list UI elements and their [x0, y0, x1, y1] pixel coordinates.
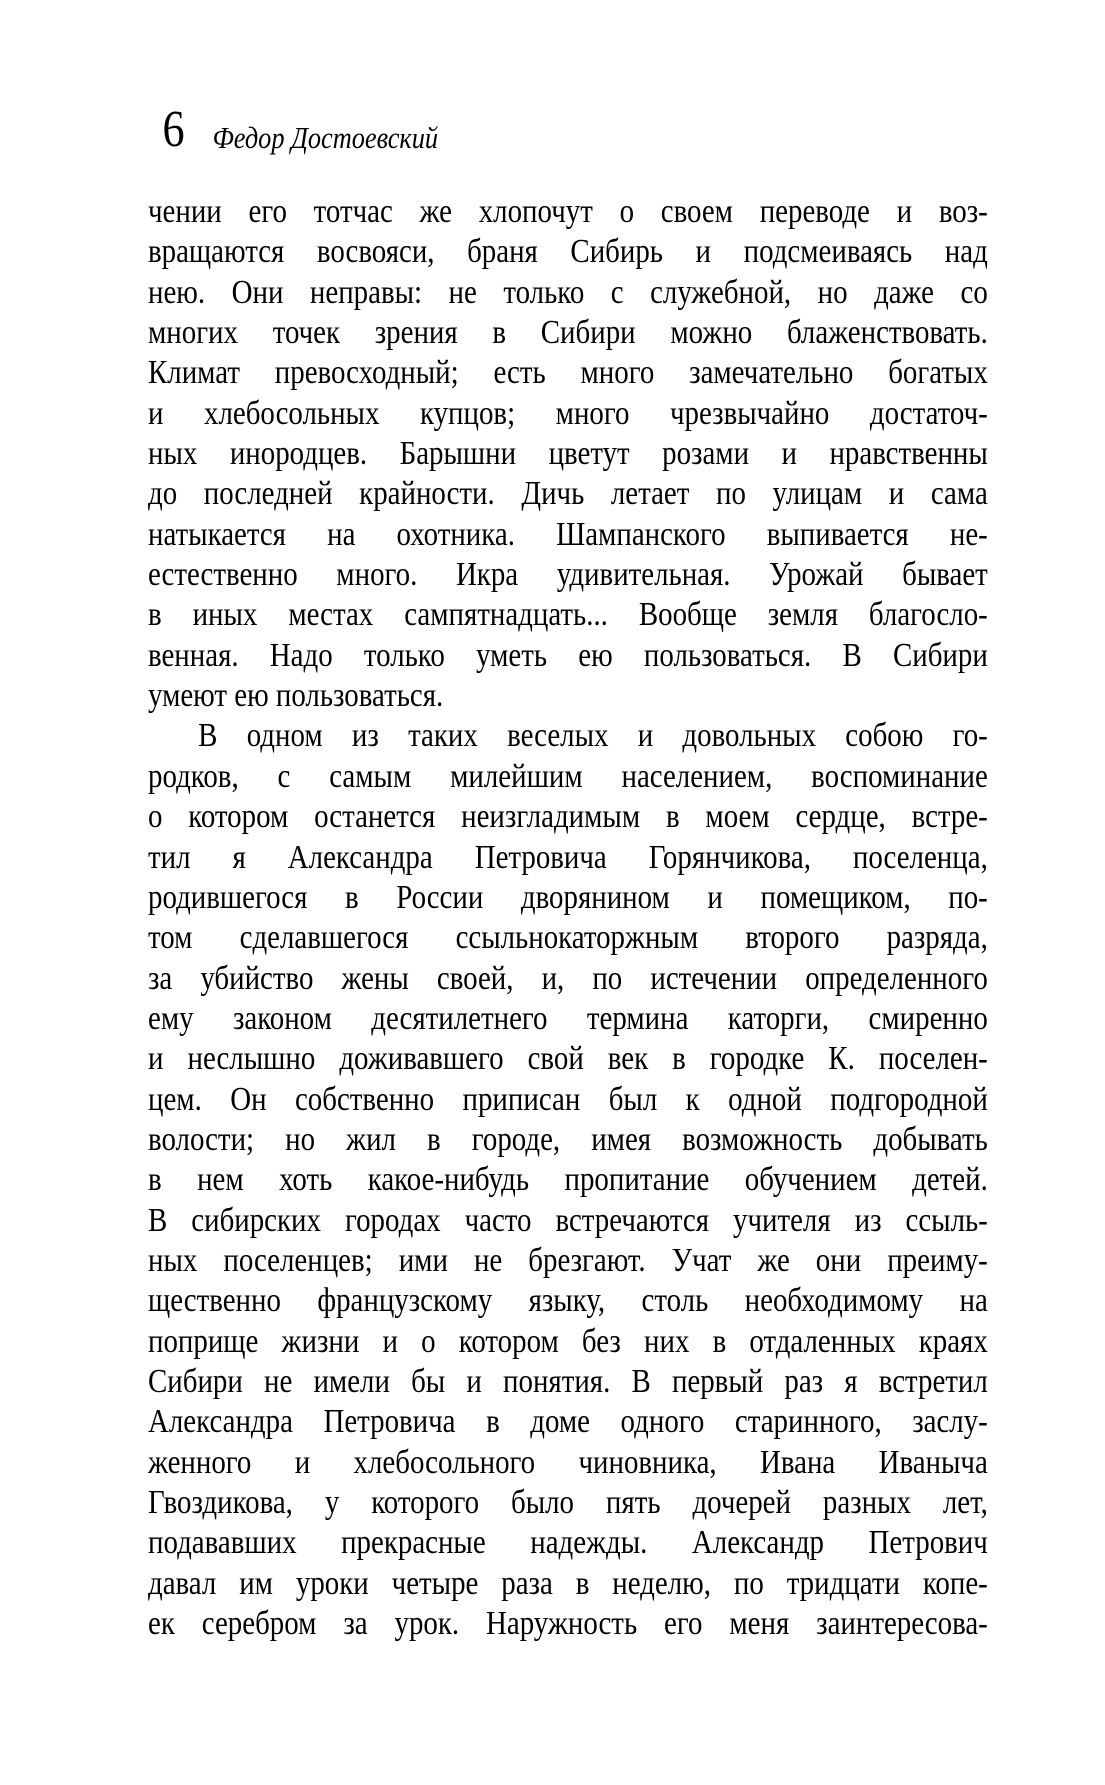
text-line: родков, с самым милейшим населением, воспоминание [148, 757, 988, 795]
text-line: В сибирских городах часто встречаются учителя из ссыль- [148, 1201, 988, 1239]
running-head-author: Федор Достоевский [212, 120, 439, 155]
text-line: ему законом десятилетнего термина каторги, смиренно [148, 999, 988, 1037]
text-line: нею. Они неправы: не только с служебной, но даже со [148, 273, 988, 311]
text-line: ных поселенцев; ими не брезгают. Учат же они преиму- [148, 1241, 988, 1279]
text-line: в иных местах сампятнадцать... Вообще земля благосло- [148, 596, 988, 634]
text-line: Сибири не имели бы и понятия. В первый раз я встретил [148, 1362, 988, 1400]
text-line: натыкается на охотника. Шампанского выпивается не- [148, 515, 988, 553]
text-line: за убийство жены своей, и, по истечении определенного [148, 959, 988, 997]
text-line: Климат превосходный; есть много замечательно богатых [148, 354, 988, 392]
text-line: родившегося в России дворянином и помещиком, по- [148, 878, 988, 916]
text-line: в нем хоть какое-нибудь пропитание обучением детей. [148, 1161, 988, 1199]
text-line: и хлебосольных купцов; много чрезвычайно достаточ- [148, 394, 988, 432]
text-line: ек серебром за урок. Наружность его меня заинтересова- [148, 1605, 988, 1643]
text-line: вращаются восвояси, браня Сибирь и подсмеиваясь над [148, 233, 988, 271]
text-line: естественно много. Икра удивительная. Урожай бывает [148, 556, 988, 594]
text-line: щественно французскому языку, столь необходимому на [148, 1282, 988, 1320]
text-line: тил я Александра Петровича Горянчикова, поселенца, [148, 838, 988, 876]
text-line: о котором останется неизгладимым в моем сердце, встре- [148, 798, 988, 836]
text-line: давал им уроки четыре раза в неделю, по тридцати копе- [148, 1564, 988, 1602]
text-line: умеют ею пользоваться. [148, 677, 444, 715]
text-line: том сделавшегося ссыльнокаторжным второго разряда, [148, 919, 988, 957]
text-line: Александра Петровича в доме одного старинного, заслу- [148, 1403, 988, 1441]
text-line: Гвоздикова, у которого было пять дочерей разных лет, [148, 1484, 988, 1521]
body-text [148, 192, 988, 1644]
text-line: до последней крайности. Дичь летает по улицам и сама [148, 475, 988, 513]
text-line: чении его тотчас же хлопочут о своем переводе и воз- [148, 193, 988, 230]
text-line: поприще жизни и о котором без них в отдаленных краях [148, 1322, 988, 1360]
text-line: подававших прекрасные надежды. Александр Петрович [148, 1524, 988, 1562]
text-line: цем. Он собственно приписан был к одной подгородной [148, 1080, 988, 1118]
paragraph [148, 192, 988, 716]
text-line: женного и хлебосольного чиновника, Ивана Иваныча [148, 1443, 988, 1481]
paragraph [148, 716, 988, 1644]
text-line: ных инородцев. Барышни цветут розами и нравственны [148, 435, 988, 473]
text-line: многих точек зрения в Сибири можно блаженствовать. [148, 314, 988, 352]
page-number: 6 [162, 101, 185, 158]
text-line: волости; но жил в городе, имея возможность добывать [148, 1120, 988, 1158]
text-line: В одном из таких веселых и довольных собою го- [198, 717, 988, 755]
page-header [148, 0, 988, 160]
text-line: венная. Надо только уметь ею пользоваться. В Сибири [148, 636, 988, 674]
text-line: и неслышно доживавшего свой век в городке К. поселен- [148, 1040, 988, 1078]
